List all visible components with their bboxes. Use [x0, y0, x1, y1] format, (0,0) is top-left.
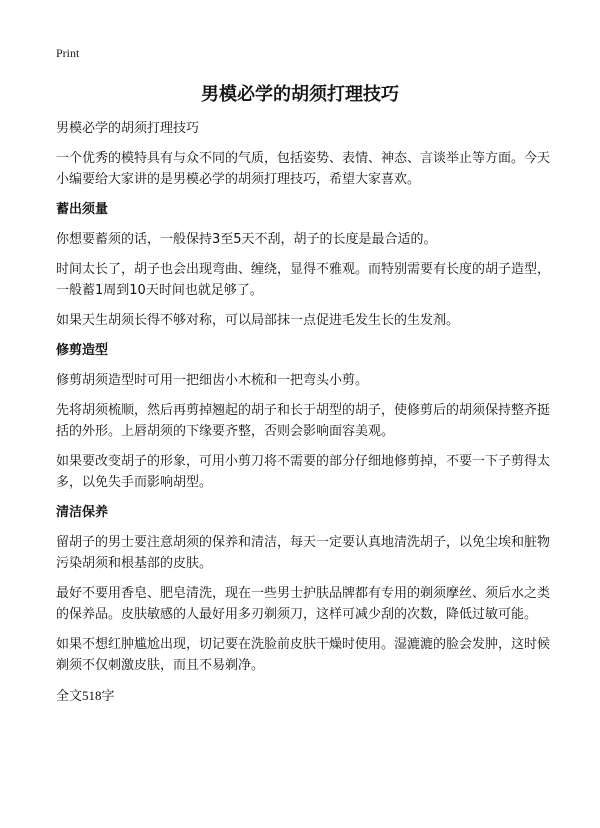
section-heading-grow: 蓄出须量 [56, 202, 109, 217]
page-title: 男模必学的胡须打理技巧 [201, 84, 399, 105]
paragraph: 你想要蓄须的话，一般保持3至5天不刮，胡子的长度是最合适的。 [56, 232, 437, 247]
intro-paragraph: 一个优秀的模特具有与众不同的气质，包括姿势、表情、神态、言谈举止等方面。今天小编要给大家讲的是男模必学的胡须打理技巧，希望大家喜欢。 [56, 151, 551, 187]
paragraph: 留胡子的男士要注意胡须的保养和清洁，每天一定要认真地清洗胡子，以免尘埃和脏物污染胡须和根基部的皮肤。 [56, 535, 551, 571]
word-count: 全文518字 [56, 688, 115, 703]
print-link[interactable]: Print [56, 46, 80, 60]
paragraph: 时间太长了，胡子也会出现弯曲、缠绕，显得不雅观。而特别需要有长度的胡子造型，一般蓄1周到10天时间也就足够了。 [56, 262, 551, 298]
paragraph: 修剪胡须造型时可用一把细齿小木梳和一把弯头小剪。 [56, 373, 369, 388]
paragraph: 最好不要用香皂、肥皂清洗，现在一些男士护肤品牌都有专用的剃须摩丝、须后水之类的保养品。皮肤敏感的人最好用多刃剃须刀，这样可减少刮的次数，降低过敏可能。 [56, 586, 551, 622]
article-body [56, 118, 552, 715]
paragraph: 如果不想红肿尴尬出现，切记要在洗脸前皮肤干燥时使用。湿漉漉的脸会发肿，这时候剃须不仅刺激皮肤，而且不易剃净。 [56, 637, 551, 673]
section-heading-trim: 修剪造型 [56, 343, 109, 358]
article-subtitle: 男模必学的胡须打理技巧 [56, 121, 200, 136]
paragraph: 如果要改变胡子的形象，可用小剪刀将不需要的部分仔细地修剪掉，不要一下子剪得太多，以免失手而影响胡型。 [56, 454, 551, 490]
section-heading-care: 清洁保养 [56, 505, 109, 520]
paragraph: 先将胡须梳顺，然后再剪掉翘起的胡子和长于胡型的胡子，使修剪后的胡须保持整齐挺括的外形。上唇胡须的下缘要齐整，否则会影响面容美观。 [56, 403, 551, 439]
paragraph: 如果天生胡须长得不够对称，可以局部抹一点促进毛发生长的生发剂。 [56, 313, 460, 328]
